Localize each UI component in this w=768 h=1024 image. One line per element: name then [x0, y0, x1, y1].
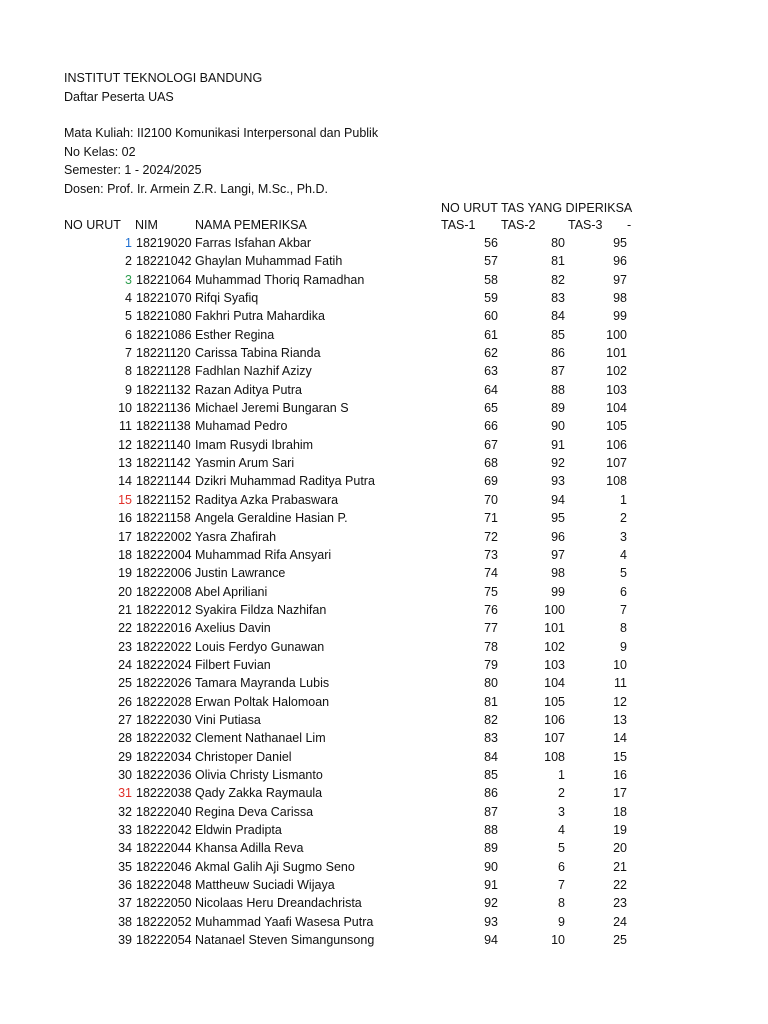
- participant-table: [0, 234, 768, 949]
- tas1-number: 74: [484, 566, 498, 581]
- row-number: 12: [118, 437, 132, 452]
- tas1-number: 67: [484, 437, 498, 452]
- tas2-number: 7: [558, 878, 565, 893]
- tas3-number: 19: [613, 823, 627, 837]
- examiner-name: Regina Deva Carissa: [195, 804, 314, 819]
- tas3-number: 106: [606, 437, 627, 452]
- tas1-number: 66: [484, 419, 498, 434]
- examiner-name: Yasra Zhafirah: [195, 529, 277, 544]
- tas1-number: 81: [484, 694, 498, 709]
- examiner-name: Imam Rusydi Ibrahim: [195, 437, 314, 452]
- tas3-number: 4: [620, 547, 627, 562]
- table-row: [0, 913, 768, 931]
- tas3-number: 20: [613, 841, 627, 856]
- table-row: [0, 674, 768, 692]
- tas3-number: 108: [606, 474, 627, 489]
- tas1-number: 90: [484, 859, 498, 874]
- row-number: 7: [125, 346, 132, 361]
- row-number: 36: [118, 878, 132, 893]
- tas2-number: 99: [551, 584, 565, 599]
- row-number: 18: [118, 547, 132, 562]
- tas1-number: 60: [484, 309, 498, 324]
- examiner-name: Eldwin Pradipta: [195, 823, 282, 837]
- tas2-number: 89: [551, 401, 565, 416]
- table-row: [0, 344, 768, 362]
- examiner-name: Muhammad Thoriq Ramadhan: [195, 272, 365, 287]
- row-number: 21: [118, 602, 132, 617]
- row-number: 39: [118, 933, 132, 948]
- table-row: [0, 931, 768, 949]
- column-header-name: NAMA PEMERIKSA: [195, 218, 307, 232]
- tas2-number: 103: [544, 657, 565, 672]
- column-header-tas1: TAS-1: [441, 218, 476, 232]
- tas1-number: 59: [484, 291, 498, 306]
- tas3-number: 25: [613, 933, 627, 948]
- table-row: [0, 436, 768, 454]
- row-number: 24: [118, 657, 132, 672]
- tas2-number: 92: [551, 456, 565, 471]
- student-nim: 18221128: [136, 364, 191, 379]
- examiner-name: Olivia Christy Lismanto: [195, 767, 323, 782]
- tas3-number: 23: [613, 896, 627, 911]
- table-row: [0, 748, 768, 766]
- tas1-number: 71: [484, 511, 498, 526]
- tas1-number: 63: [484, 364, 498, 379]
- column-header-no: NO URUT: [64, 218, 121, 232]
- row-number: 11: [119, 419, 132, 434]
- row-number: 29: [118, 749, 132, 764]
- student-nim: 18221152: [136, 492, 191, 507]
- row-number: 20: [118, 584, 132, 599]
- examiner-name: Angela Geraldine Hasian P.: [195, 511, 348, 526]
- examiner-name: Qady Zakka Raymaula: [195, 786, 323, 801]
- tas1-number: 68: [484, 456, 498, 471]
- tas2-number: 105: [544, 694, 565, 709]
- examiner-name: Akmal Galih Aji Sugmo Seno: [195, 859, 355, 874]
- tas1-number: 83: [484, 731, 498, 746]
- tas1-number: 64: [484, 382, 498, 397]
- tas3-number: 104: [606, 401, 627, 416]
- row-number: 8: [125, 364, 132, 379]
- table-row: [0, 583, 768, 601]
- student-nim: 18221136: [136, 401, 191, 416]
- student-nim: 18222040: [136, 804, 192, 819]
- examiner-name: Natanael Steven Simangunsong: [195, 933, 375, 948]
- student-nim: 18222038: [136, 786, 192, 801]
- tas3-number: 98: [613, 291, 627, 306]
- tas3-number: 10: [613, 657, 627, 672]
- examiner-name: Christoper Daniel: [195, 749, 292, 764]
- table-row: [0, 784, 768, 802]
- tas2-number: 94: [551, 492, 565, 507]
- student-nim: 18221140: [136, 437, 191, 452]
- table-row: [0, 821, 768, 839]
- tas2-number: 91: [551, 437, 565, 452]
- student-nim: 18222016: [136, 621, 192, 636]
- examiner-name: Yasmin Arum Sari: [195, 456, 295, 471]
- tas2-number: 10: [551, 933, 565, 948]
- tas3-number: 18: [613, 804, 627, 819]
- tas1-number: 58: [484, 272, 498, 287]
- document-title: Daftar Peserta UAS: [64, 90, 174, 104]
- table-row: [0, 234, 768, 252]
- row-number: 25: [118, 676, 132, 691]
- row-number: 16: [118, 511, 132, 526]
- group-header: NO URUT TAS YANG DIPERIKSA: [441, 201, 633, 215]
- examiner-name: Fakhri Putra Mahardika: [195, 309, 325, 324]
- tas2-number: 8: [558, 896, 565, 911]
- examiner-name: Nicolaas Heru Dreandachrista: [195, 896, 362, 911]
- tas3-number: 24: [613, 914, 627, 929]
- table-row: [0, 307, 768, 325]
- table-row: [0, 619, 768, 637]
- examiner-name: Fadhlan Nazhif Azizy: [195, 364, 312, 379]
- table-row: [0, 472, 768, 490]
- student-nim: 18221064: [136, 272, 192, 287]
- examiner-name: Louis Ferdyo Gunawan: [195, 639, 325, 654]
- table-row: [0, 839, 768, 857]
- tas1-number: 78: [484, 639, 498, 654]
- examiner-name: Rifqi Syafiq: [195, 291, 259, 306]
- tas2-number: 6: [558, 859, 565, 874]
- tas2-number: 85: [551, 327, 565, 342]
- tas1-number: 76: [484, 602, 498, 617]
- tas1-number: 70: [484, 492, 498, 507]
- tas3-number: 9: [620, 639, 627, 654]
- tas2-number: 87: [551, 364, 565, 379]
- tas2-number: 84: [551, 309, 565, 324]
- student-nim: 18222042: [136, 823, 192, 837]
- table-row: [0, 491, 768, 509]
- tas3-number: 101: [606, 346, 627, 361]
- tas2-number: 108: [544, 749, 565, 764]
- tas1-number: 72: [484, 529, 498, 544]
- student-nim: 18222030: [136, 712, 192, 727]
- examiner-name: Muhamad Pedro: [195, 419, 288, 434]
- row-number: 3: [125, 272, 132, 287]
- tas2-number: 106: [544, 712, 565, 727]
- tas3-number: 5: [620, 566, 627, 581]
- row-number: 14: [118, 474, 132, 489]
- table-row: [0, 326, 768, 344]
- examiner-name: Clement Nathanael Lim: [195, 731, 326, 746]
- tas2-number: 2: [558, 786, 565, 801]
- class-number: No Kelas: 02: [64, 145, 136, 159]
- student-nim: 18221070: [136, 291, 192, 306]
- table-row: [0, 876, 768, 894]
- course-info: Mata Kuliah: II2100 Komunikasi Interpersonal dan Publik: [64, 126, 379, 140]
- table-row: [0, 564, 768, 582]
- tas2-number: 1: [558, 767, 565, 782]
- tas3-number: 3: [620, 529, 627, 544]
- examiner-name: Esther Regina: [195, 327, 275, 342]
- student-nim: 18222028: [136, 694, 192, 709]
- student-nim: 18222048: [136, 878, 192, 893]
- tas1-number: 92: [484, 896, 498, 911]
- table-row: [0, 803, 768, 821]
- row-number: 13: [118, 456, 132, 471]
- student-nim: 18221142: [136, 456, 191, 471]
- student-nim: 18222046: [136, 859, 192, 874]
- examiner-name: Mattheuw Suciadi Wijaya: [195, 878, 335, 893]
- row-number: 1: [125, 236, 132, 250]
- tas2-number: 93: [551, 474, 565, 489]
- table-row: [0, 454, 768, 472]
- column-header-tas3: TAS-3: [568, 218, 603, 232]
- tas1-number: 89: [484, 841, 498, 856]
- table-row: [0, 858, 768, 876]
- tas3-number: 15: [613, 749, 627, 764]
- tas2-number: 88: [551, 382, 565, 397]
- institution-name: INSTITUT TEKNOLOGI BANDUNG: [64, 71, 263, 85]
- row-number: 33: [118, 823, 132, 837]
- tas3-number: 6: [620, 584, 627, 599]
- tas1-number: 77: [484, 621, 498, 636]
- table-row: [0, 252, 768, 270]
- table-row: [0, 729, 768, 747]
- tas1-number: 69: [484, 474, 498, 489]
- row-number: 38: [118, 914, 132, 929]
- student-nim: 18222044: [136, 841, 192, 856]
- tas1-number: 86: [484, 786, 498, 801]
- examiner-name: Khansa Adilla Reva: [195, 841, 304, 856]
- tas1-number: 57: [484, 254, 498, 269]
- tas3-number: 2: [620, 511, 627, 526]
- student-nim: 18222022: [136, 639, 192, 654]
- row-number: 30: [118, 767, 132, 782]
- tas1-number: 91: [484, 878, 498, 893]
- tas2-number: 98: [551, 566, 565, 581]
- examiner-name: Muhammad Yaafi Wasesa Putra: [195, 914, 374, 929]
- tas1-number: 75: [484, 584, 498, 599]
- tas3-number: 16: [613, 767, 627, 782]
- student-nim: 18222004: [136, 547, 192, 562]
- tas2-number: 96: [551, 529, 565, 544]
- student-nim: 18222032: [136, 731, 192, 746]
- tas2-number: 107: [544, 731, 565, 746]
- examiner-name: Erwan Poltak Halomoan: [195, 694, 330, 709]
- student-nim: 18221080: [136, 309, 192, 324]
- row-number: 34: [118, 841, 132, 856]
- student-nim: 18222024: [136, 657, 192, 672]
- tas3-number: 103: [606, 382, 627, 397]
- student-nim: 18221086: [136, 327, 192, 342]
- tas1-number: 80: [484, 676, 498, 691]
- row-number: 32: [118, 804, 132, 819]
- tas3-number: 105: [606, 419, 627, 434]
- tas3-number: 11: [614, 676, 627, 691]
- tas2-number: 82: [551, 272, 565, 287]
- tas2-number: 3: [558, 804, 565, 819]
- table-row: [0, 289, 768, 307]
- tas2-number: 102: [544, 639, 565, 654]
- tas1-number: 84: [484, 749, 498, 764]
- tas3-number: 100: [606, 327, 627, 342]
- row-number: 37: [118, 896, 132, 911]
- student-nim: 18222034: [136, 749, 192, 764]
- tas3-number: 7: [620, 602, 627, 617]
- tas2-number: 90: [551, 419, 565, 434]
- student-nim: 18221158: [136, 511, 191, 526]
- tas2-number: 104: [544, 676, 565, 691]
- table-row: [0, 656, 768, 674]
- row-number: 2: [125, 254, 132, 269]
- column-header-tas2: TAS-2: [501, 218, 536, 232]
- student-nim: 18221138: [136, 419, 191, 434]
- table-row: [0, 601, 768, 619]
- row-number: 31: [118, 786, 132, 801]
- tas3-number: 99: [613, 309, 627, 324]
- row-number: 19: [118, 566, 132, 581]
- row-number: 4: [125, 291, 132, 306]
- tas1-number: 94: [484, 933, 498, 948]
- examiner-name: Abel Apriliani: [195, 584, 268, 599]
- examiner-name: Ghaylan Muhammad Fatih: [195, 254, 343, 269]
- table-row: [0, 399, 768, 417]
- tas3-number: 97: [613, 272, 627, 287]
- row-number: 35: [118, 859, 132, 874]
- tas1-number: 82: [484, 712, 498, 727]
- student-nim: 18222008: [136, 584, 192, 599]
- student-nim: 18221120: [136, 346, 191, 361]
- column-header-extra: -: [627, 218, 632, 232]
- tas3-number: 95: [613, 236, 627, 250]
- student-nim: 18222054: [136, 933, 192, 948]
- tas2-number: 81: [551, 254, 565, 269]
- row-number: 28: [118, 731, 132, 746]
- tas1-number: 87: [484, 804, 498, 819]
- row-number: 15: [118, 492, 132, 507]
- tas1-number: 79: [484, 657, 498, 672]
- examiner-name: Justin Lawrance: [195, 566, 286, 581]
- lecturer-info: Dosen: Prof. Ir. Armein Z.R. Langi, M.Sc., Ph.D.: [64, 182, 328, 196]
- examiner-name: Muhammad Rifa Ansyari: [195, 547, 332, 562]
- tas1-number: 62: [484, 346, 498, 361]
- tas3-number: 12: [613, 694, 627, 709]
- table-row: [0, 271, 768, 289]
- table-row: [0, 638, 768, 656]
- semester-info: Semester: 1 - 2024/2025: [64, 163, 202, 177]
- tas2-number: 83: [551, 291, 565, 306]
- tas3-number: 13: [613, 712, 627, 727]
- row-number: 23: [118, 639, 132, 654]
- table-row: [0, 381, 768, 399]
- tas3-number: 107: [606, 456, 627, 471]
- table-row: [0, 509, 768, 527]
- student-nim: 18222052: [136, 914, 192, 929]
- tas2-number: 5: [558, 841, 565, 856]
- tas2-number: 97: [551, 547, 565, 562]
- tas3-number: 21: [613, 859, 627, 874]
- student-nim: 18219020: [136, 236, 192, 250]
- row-number: 27: [118, 712, 132, 727]
- table-row: [0, 362, 768, 380]
- tas2-number: 80: [551, 236, 565, 250]
- tas3-number: 8: [620, 621, 627, 636]
- table-row: [0, 711, 768, 729]
- tas1-number: 85: [484, 767, 498, 782]
- tas2-number: 9: [558, 914, 565, 929]
- tas3-number: 14: [613, 731, 627, 746]
- student-nim: 18222050: [136, 896, 192, 911]
- table-row: [0, 546, 768, 564]
- row-number: 6: [125, 327, 132, 342]
- tas3-number: 102: [606, 364, 627, 379]
- student-nim: 18221144: [136, 474, 191, 489]
- examiner-name: Farras Isfahan Akbar: [195, 236, 312, 250]
- tas3-number: 1: [620, 492, 627, 507]
- tas1-number: 73: [484, 547, 498, 562]
- row-number: 22: [118, 621, 132, 636]
- row-number: 10: [118, 401, 132, 416]
- tas1-number: 56: [484, 236, 498, 250]
- table-row: [0, 417, 768, 435]
- student-nim: 18222002: [136, 529, 192, 544]
- examiner-name: Dzikri Muhammad Raditya Putra: [195, 474, 375, 489]
- table-row: [0, 894, 768, 912]
- tas2-number: 86: [551, 346, 565, 361]
- tas1-number: 61: [484, 327, 498, 342]
- examiner-name: Razan Aditya Putra: [195, 382, 303, 397]
- table-row: [0, 766, 768, 784]
- examiner-name: Tamara Mayranda Lubis: [195, 676, 330, 691]
- column-header-nim: NIM: [135, 218, 158, 232]
- examiner-name: Carissa Tabina Rianda: [195, 346, 321, 361]
- tas2-number: 4: [558, 823, 565, 837]
- tas1-number: 88: [484, 823, 498, 837]
- student-nim: 18221132: [136, 382, 191, 397]
- examiner-name: Vini Putiasa: [195, 712, 261, 727]
- tas2-number: 100: [544, 602, 565, 617]
- tas3-number: 96: [613, 254, 627, 269]
- examiner-name: Michael Jeremi Bungaran S: [195, 401, 349, 416]
- examiner-name: Syakira Fildza Nazhifan: [195, 602, 327, 617]
- examiner-name: Axelius Davin: [195, 621, 271, 636]
- row-number: 17: [118, 529, 132, 544]
- table-row: [0, 528, 768, 546]
- tas1-number: 65: [484, 401, 498, 416]
- student-nim: 18222026: [136, 676, 192, 691]
- row-number: 9: [125, 382, 132, 397]
- student-nim: 18222006: [136, 566, 192, 581]
- tas3-number: 22: [613, 878, 627, 893]
- examiner-name: Raditya Azka Prabaswara: [195, 492, 339, 507]
- examiner-name: Filbert Fuvian: [195, 657, 271, 672]
- tas3-number: 17: [613, 786, 627, 801]
- tas2-number: 95: [551, 511, 565, 526]
- student-nim: 18221042: [136, 254, 192, 269]
- student-nim: 18222036: [136, 767, 192, 782]
- table-row: [0, 693, 768, 711]
- row-number: 5: [125, 309, 132, 324]
- tas2-number: 101: [544, 621, 565, 636]
- row-number: 26: [118, 694, 132, 709]
- tas1-number: 93: [484, 914, 498, 929]
- student-nim: 18222012: [136, 602, 192, 617]
